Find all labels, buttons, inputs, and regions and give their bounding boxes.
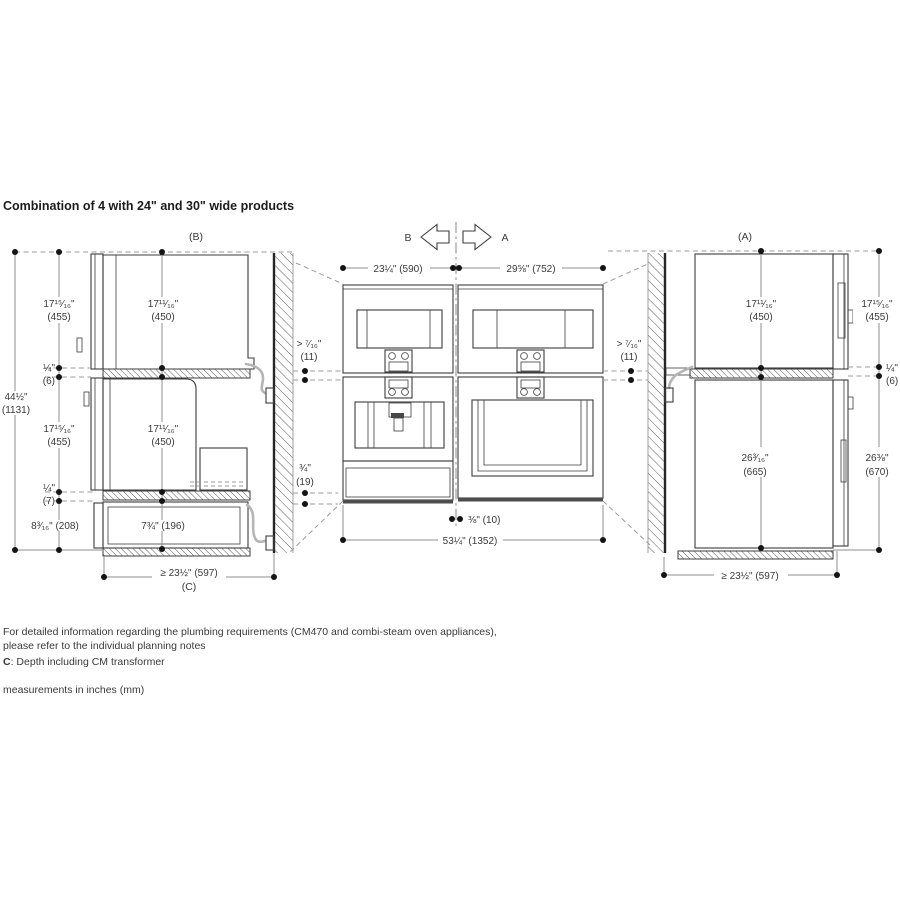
- dim-a-shelf-mm: (6): [886, 376, 899, 387]
- dim-b-rear-gap-in: > ⁷⁄₁₆": [296, 339, 322, 350]
- dim-depth-b: ≥ 23½" (597): [160, 568, 218, 579]
- control-knob-icon: [389, 353, 396, 360]
- wall-hatch-a: [648, 253, 665, 553]
- page-title: Combination of 4 with 24" and 30" wide products: [3, 199, 295, 213]
- dim-b-upper-niche-in: 17¹⁵⁄₁₆": [43, 299, 75, 310]
- dim-b-rear-gap-mm: (11): [300, 352, 318, 363]
- plinth-band-left: [343, 500, 453, 504]
- dim-a-lower-appl-mm: (665): [743, 467, 767, 478]
- dim-total-width: 53¼" (1352): [442, 536, 498, 547]
- dim-a-lower-niche-mm: (670): [865, 467, 889, 478]
- view-label-c: (C): [181, 581, 197, 593]
- direction-label-b: B: [404, 232, 412, 244]
- control-knob-icon: [534, 389, 541, 396]
- control-knob-icon: [402, 389, 409, 396]
- note-plumbing-1: For detailed information regarding the plumbing requirements (CM470 and combi-steam oven appliances),: [3, 626, 497, 638]
- dim-a-shelf-in: ¼": [886, 363, 898, 374]
- dim-a-lower-appl-in: 26³⁄₁₆": [741, 453, 769, 464]
- dim-base-gap-mm: (19): [296, 477, 314, 488]
- cm-door-side-b: [91, 378, 103, 490]
- dim-total-height-mm: (1131): [1, 405, 31, 416]
- dim-a-upper-niche-mm: (455): [865, 312, 889, 323]
- dim-b-lower-appl-mm: (450): [151, 437, 175, 448]
- wall-hatch-b: [274, 253, 293, 553]
- dim-drawer-front: 7¾" (196): [141, 521, 185, 532]
- dim-b-lower-niche-mm: (455): [47, 437, 71, 448]
- dim-b-upper-appl-in: 17¹¹⁄₁₆": [147, 299, 179, 310]
- shelf-board-upper-b: [103, 369, 250, 378]
- front-view: [343, 285, 603, 504]
- oven-30-door-glass: [473, 310, 593, 348]
- cm-spout-tube: [394, 418, 403, 431]
- cm-display: [389, 380, 408, 388]
- control-knob-icon: [521, 353, 528, 360]
- door-handle-b-upper: [77, 338, 82, 352]
- dim-a-upper-appl-in: 17¹¹⁄₁₆": [745, 299, 777, 310]
- dim-a-rear-gap-mm: (11): [620, 352, 638, 363]
- dim-a-lower-niche-in: 26⅜": [865, 453, 889, 464]
- cm-transformer-box: [200, 448, 247, 490]
- dim-b-upper-niche-mm: (455): [47, 312, 71, 323]
- dim-width-590: 23¼" (590): [373, 264, 423, 275]
- dim-b-lower-niche-in: 17¹⁵⁄₁₆": [43, 424, 75, 435]
- dim-a-rear-gap-in: > ⁷⁄₁₆": [616, 339, 642, 350]
- oven-30-front: [458, 285, 603, 373]
- control-knob-icon: [534, 353, 541, 360]
- oven-30-display: [521, 362, 540, 371]
- dim-b-shelf-mm: (6): [42, 376, 55, 387]
- control-knob-icon: [389, 389, 396, 396]
- control-knob-icon: [402, 353, 409, 360]
- dim-base-gap-in: ¾": [299, 463, 311, 474]
- oven-door-side-b: [91, 254, 103, 369]
- dim-a-upper-appl-mm: (450): [749, 312, 773, 323]
- door-handle-b-middle: [84, 392, 89, 406]
- door-handle-a-upper: [848, 310, 853, 323]
- dim-b-shelf-in: ¼": [43, 363, 55, 374]
- note-units: measurements in inches (mm): [3, 684, 145, 696]
- warming-drawer-front: [343, 461, 453, 500]
- drawer-front-side-b: [94, 503, 103, 548]
- dim-depth-a: ≥ 23½" (597): [721, 571, 779, 582]
- dim-drawer-total: 8³⁄₁₆" (208): [31, 521, 79, 532]
- dim-b-shelf2-in: ¼": [43, 483, 55, 494]
- direction-label-a: A: [501, 232, 509, 244]
- floor-board-a: [678, 551, 833, 559]
- large-oven-display: [521, 380, 540, 388]
- view-label-b: (B): [189, 231, 203, 243]
- cm-spout: [391, 413, 404, 418]
- shelf-board-lower-b: [103, 491, 250, 500]
- dim-a-upper-niche-in: 17¹⁵⁄₁₆": [861, 299, 893, 310]
- dim-b-lower-appl-in: 17¹¹⁄₁₆": [147, 424, 179, 435]
- door-handle-a-lower: [848, 397, 853, 409]
- dim-center-gap: ⅜" (10): [468, 515, 501, 526]
- oven-24-door-glass: [357, 310, 442, 348]
- note-transformer: C: Depth including CM transformer: [3, 656, 165, 668]
- power-cable-lower-b: [247, 505, 265, 542]
- control-knob-icon: [521, 389, 528, 396]
- dim-b-shelf2-mm: (7): [42, 496, 55, 507]
- plinth-band-right: [458, 498, 603, 502]
- oven-door-side-a: [833, 254, 848, 369]
- footnotes: [3, 626, 497, 696]
- bottom-board-b: [103, 548, 250, 556]
- note-plumbing-2: please refer to the individual planning notes: [3, 640, 206, 652]
- dim-b-upper-appl-mm: (450): [151, 312, 175, 323]
- arrow-left-icon: [421, 225, 449, 250]
- oven-24-display: [389, 362, 408, 371]
- dim-total-height-in: 44½": [4, 392, 28, 403]
- view-label-a: (A): [738, 231, 752, 243]
- power-cable-a: [669, 367, 692, 388]
- oven-24-front: [343, 285, 453, 373]
- arrow-right-icon: [463, 225, 491, 250]
- dim-width-752: 29⅝" (752): [506, 264, 556, 275]
